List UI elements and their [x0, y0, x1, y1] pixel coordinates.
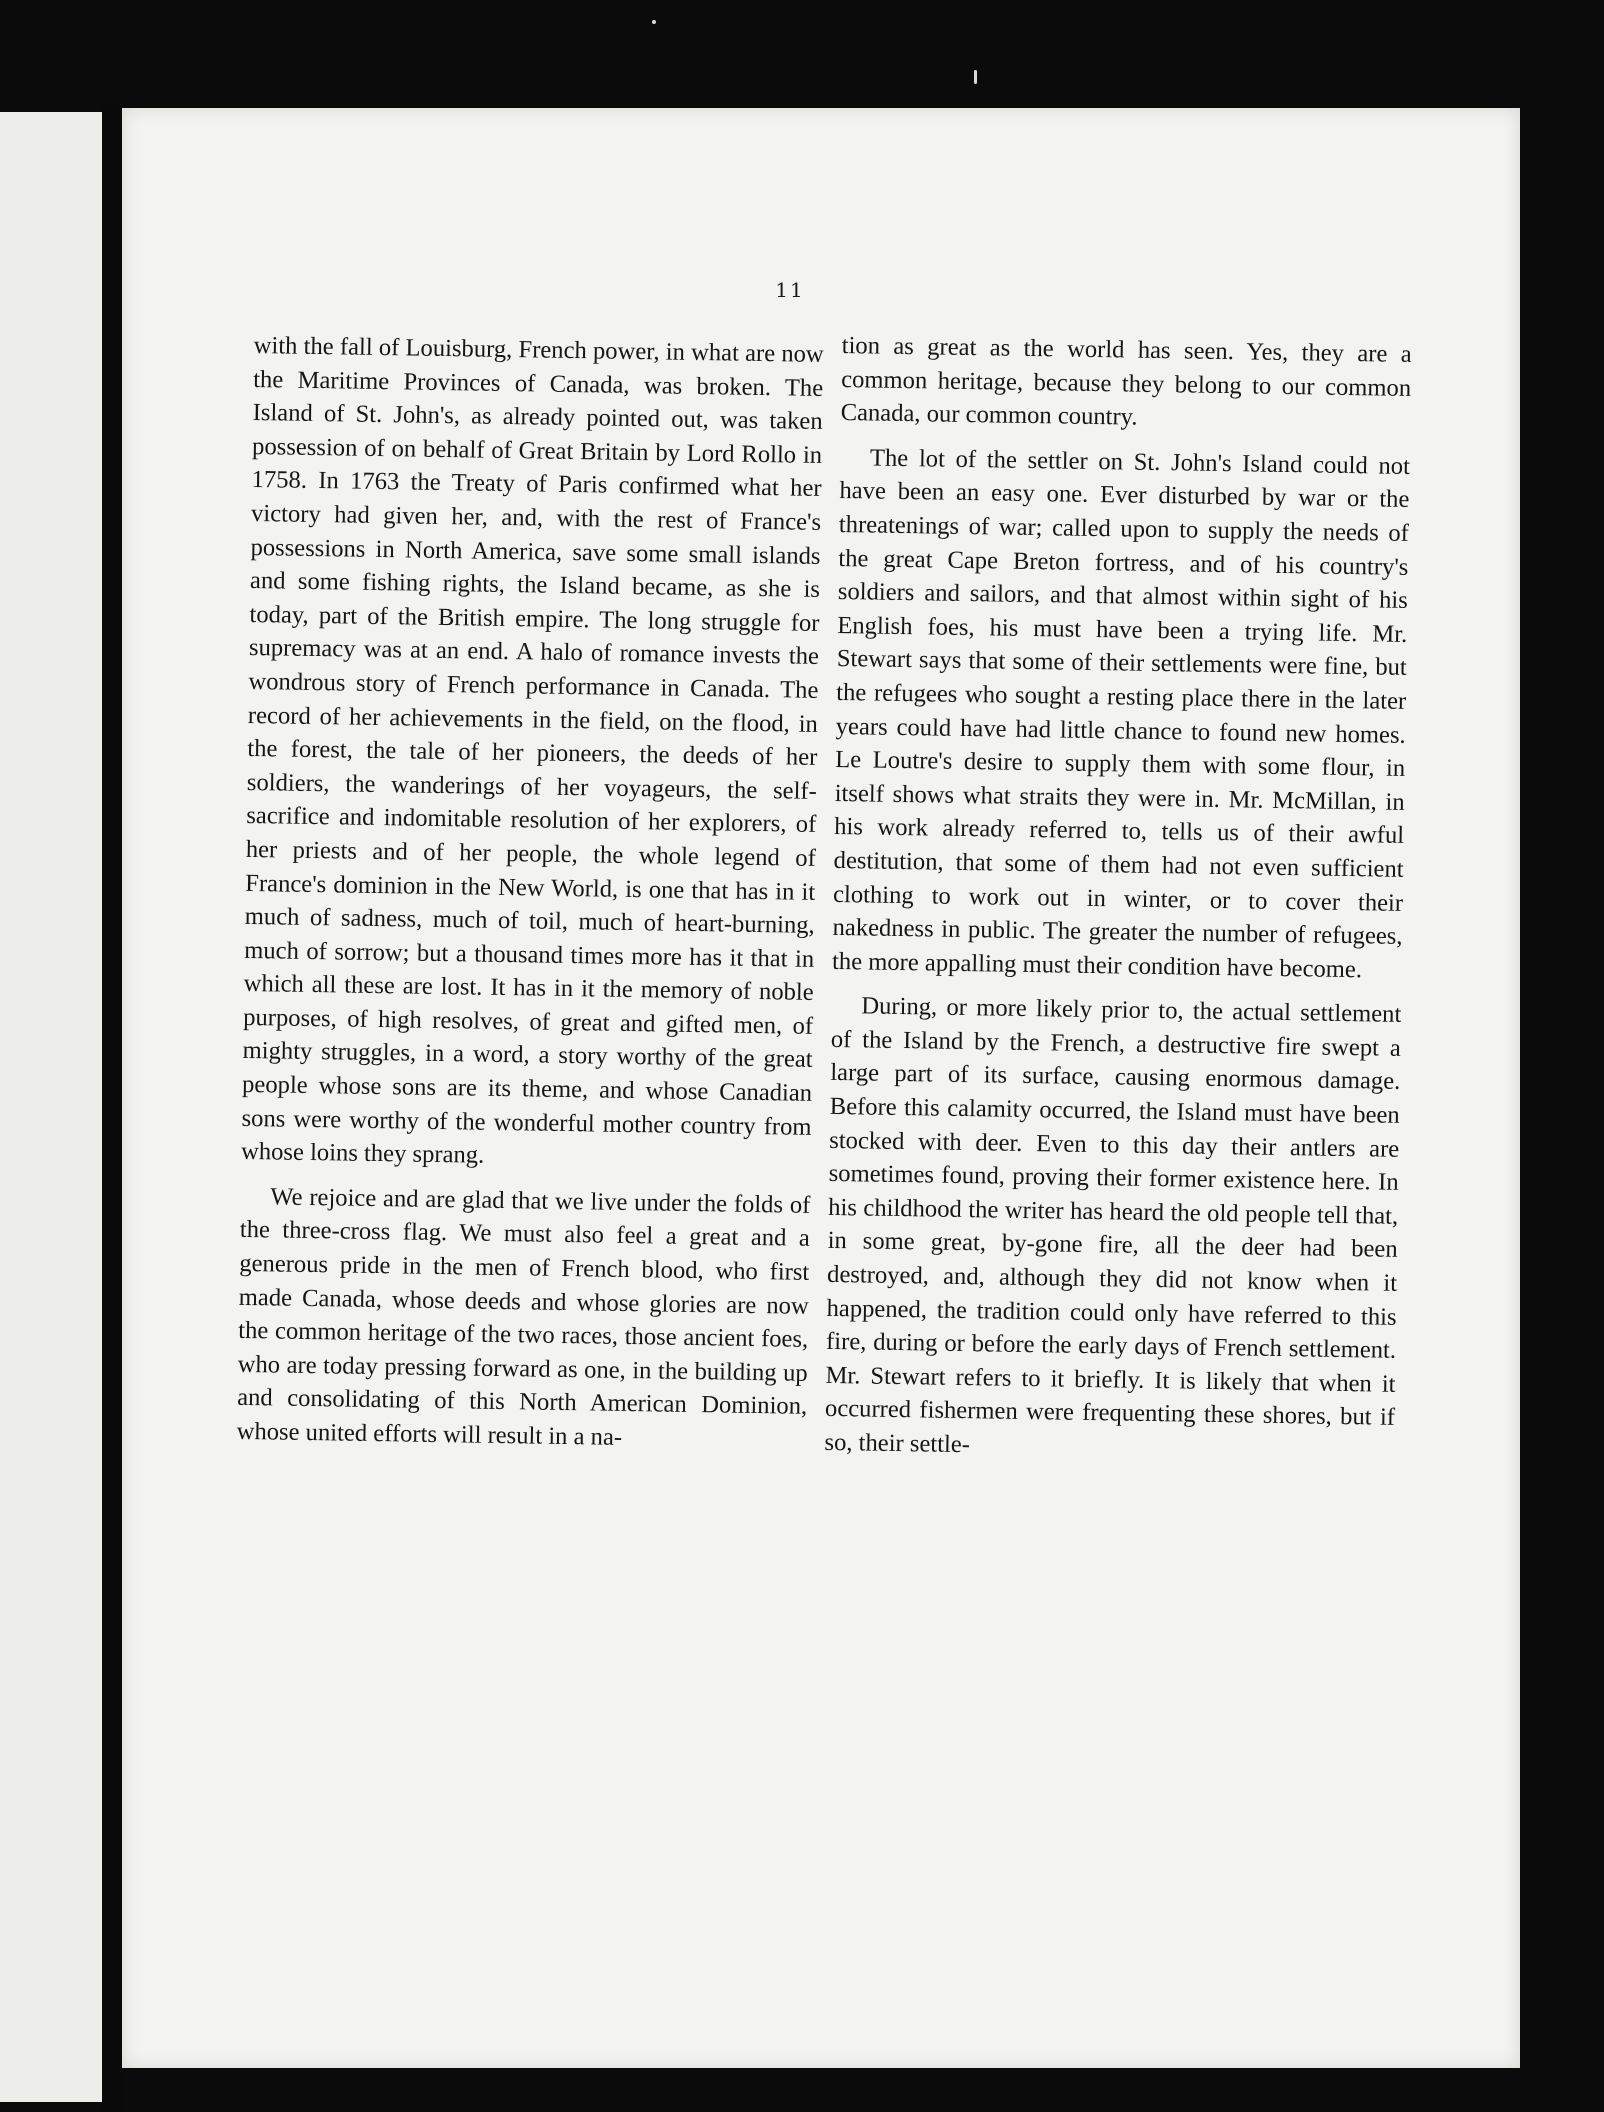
right-text-column — [824, 329, 1412, 1468]
paragraph: During, or more likely prior to, the actual settlement of the Island by the French, a destructive fire swept a large part of its surface, causing enormous damage. Before this calamity occurred, the Island must have been stocked with deer. Even to this day their antlers are sometimes found, proving their former existence here. In his childhood the writer has heard the old people tell that, in some great, by-gone fire, all the deer had been destroyed, and, although they did not know when it happened, the tradition could only have referred to this fire, during or before the early days of French settlement. Mr. Stewart refers to it briefly. It is likely that when it occurred fishermen were frequenting these shores, but if so, their settle- — [824, 992, 1402, 1459]
book-gutter — [102, 104, 122, 2112]
page-number: 11 — [775, 278, 805, 302]
paragraph: We rejoice and are glad that we live under the folds of the three-cross flag. We must also feel a great and a generous pride in the men of French blood, who first made Canada, whose deeds and whose glories are now the common heritage of the two races, those ancient foes, who are today pressing forward as one, in the building up and consolidating of this North American Dominion, whose united efforts will result in a na- — [236, 1183, 811, 1451]
left-text-column — [236, 329, 824, 1457]
facing-page-edge — [0, 112, 102, 2102]
paragraph: The lot of the settler on St. John's Island could not have been an easy one. Ever disturbed by war or the threatenings of war; called upon to supply the needs of the great Cape Breton fortress, and of his country's soldiers and sailors, and that almost within sight of his English foes, his must have been a trying life. Mr. Stewart says that some of their settlements were fine, but the refugees who sought a resting place there in the later years could have had little chance to found new homes. Le Loutre's desire to supply them with some flour, in itself shows what straits they were in. Mr. McMillan, in his work already referred to, tells us of their awful destitution, that some of them had not even sufficient clothing to work out in winter, or to cover their nakedness in public. The greater the number of refugees, the more appalling must their condition have become. — [831, 444, 1411, 983]
book-page — [122, 108, 1520, 2068]
dust-speck — [652, 20, 656, 24]
paragraph: tion as great as the world has seen. Yes, they are a common heritage, because they belong to our common Canada, our common country. — [840, 331, 1412, 431]
dust-speck — [974, 70, 977, 84]
paragraph: with the fall of Louisburg, French power, in what are now the Maritime Provinces of Canada, was broken. The Island of St. John's, as already pointed out, was taken possession of on behalf of Great Britain by Lord Rollo in 1758. In 1763 the Treaty of Paris confirmed what her victory had given her, and, with the rest of France's possessions in North America, save some small islands and some fishing rights, the Island became, as she is today, part of the British empire. The long struggle for supremacy was at an end. A halo of romance invests the wondrous story of French performance in Canada. The record of her achievements in the field, on the flood, in the forest, the tale of her pioneers, the deeds of her soldiers, the wanderings of her voyageurs, the self-sacrifice and indomitable resolution of her explorers, of her priests and of her people, the whole legend of France's dominion in the New World, is one that has in it much of sadness, much of toil, much of heart-burning, much of sorrow; but a thousand times more has it that in which all these are lost. It has in it the memory of noble purposes, of high resolves, of great and gifted men, of mighty struggles, in a word, a story worthy of the great people whose sons are its theme, and whose Canadian sons were worthy of the wonderful mother country from whose loins they sprang. — [240, 331, 824, 1169]
